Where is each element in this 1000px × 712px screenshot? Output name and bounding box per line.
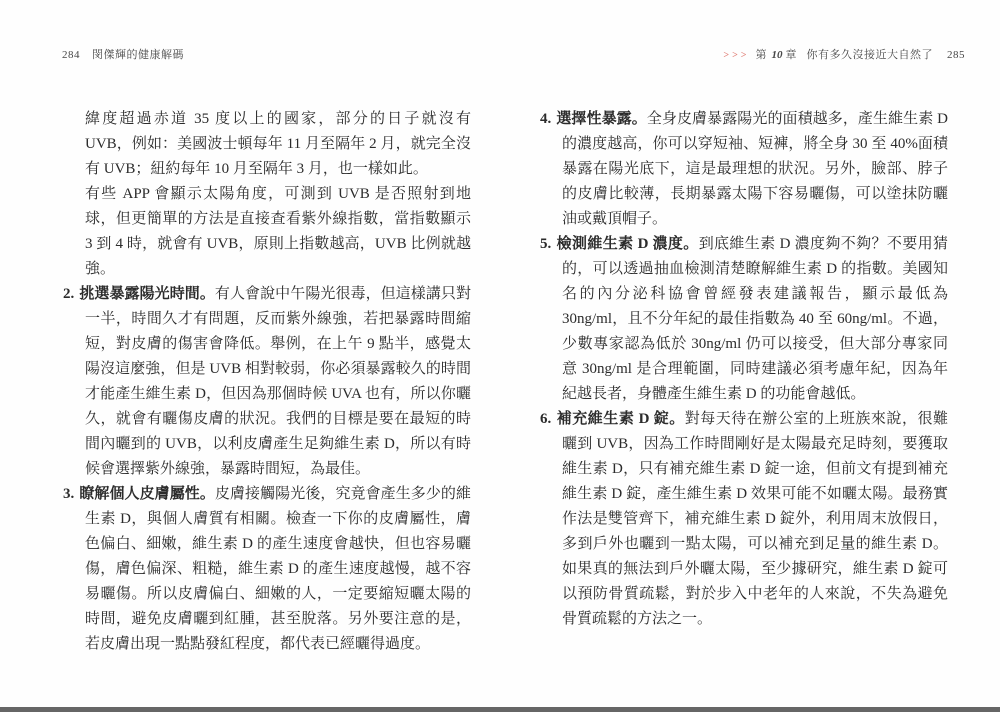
chapter-title: 你有多久沒接近大自然了 <box>806 49 933 61</box>
scan-edge-bar <box>0 707 1000 712</box>
list-item-number: 4. <box>540 111 552 127</box>
right-page-text-column <box>540 107 948 632</box>
right-page-number: 285 <box>947 49 965 61</box>
chapter-prefix: 第 <box>755 49 767 61</box>
chapter-arrows-icon: >>> <box>723 50 750 61</box>
list-item-lead: 補充維生素 D 錠。 <box>556 411 685 427</box>
paragraph-text: 緯度超過赤道 35 度以上的國家，部分的日子就沒有 UVB，例如：美國波士頓每年 11 月至隔年 2 月，就完全沒有 UVB；紐約每年 10 月至隔年 3 月，也一樣如此。 <box>85 111 471 177</box>
paragraph <box>63 107 471 182</box>
list-item-lead: 檢測維生素 D 濃度。 <box>556 236 699 252</box>
list-item <box>540 107 948 232</box>
list-item-number: 6. <box>540 411 552 427</box>
list-item-lead: 選擇性暴露。 <box>556 111 647 127</box>
list-item-lead: 瞭解個人皮膚屬性。 <box>79 486 215 502</box>
left-page-text-column <box>63 107 471 657</box>
list-item-text: 皮膚接觸陽光後，究竟會產生多少的維生素 D，與個人膚質有相關。檢查一下你的皮膚屬性，膚色偏白、細嫩，維生素 D 的產生速度會越快，但也容易曬傷，膚色偏深、粗糙，維生素 D 的產生速度越慢，越不容易曬傷。所以皮膚偏白、細嫩的人，一定要縮短曬太陽的時間，避免皮膚曬到紅腫，甚至脫落。另外要注意的是，若皮膚出現一點點發紅程度，都代表已經曬得過度。 <box>85 486 471 652</box>
list-item-number: 5. <box>540 236 552 252</box>
chapter-number: 10 <box>771 49 783 61</box>
list-item <box>63 282 471 482</box>
chapter-suffix: 章 <box>785 49 797 61</box>
book-title: 閔傑輝的健康解碼 <box>92 49 184 61</box>
right-running-header <box>723 46 965 62</box>
list-item-lead: 挑選暴露陽光時間。 <box>79 286 215 302</box>
left-running-header <box>62 46 184 62</box>
list-item-number: 3. <box>63 486 75 502</box>
list-item-text: 對每天待在辦公室的上班族來說，很難曬到 UVB，因為工作時間剛好是太陽最充足時刻，要獲取維生素 D，只有補充維生素 D 錠一途，但前文有提到補充維生素 D 錠，產生維生素 D 效果可能不如曬太陽。最務實作法是雙管齊下，補充維生素 D 錠外，利用周末放假日，多到戶外也曬到一點太陽，可以補充到足量的維生素 D。如果真的無法到戶外曬太陽，至少據研究，維生素 D 錠可以預防骨質疏鬆，對於步入中老年的人來說，不失為避免骨質疏鬆的方法之一。 <box>562 411 948 627</box>
list-item-text: 到底維生素 D 濃度夠不夠？不要用猜的，可以透過抽血檢測清楚瞭解維生素 D 的指數。美國知名的內分泌科協會曾經發表建議報告，顯示最低為 30ng/ml，且不分年紀的最佳指數為 40 至 60ng/ml。不過，少數專家認為低於 30ng/ml 仍可以接受，但大部分專家同意 30ng/ml 是合理範圍，同時建議必須考慮年紀，因為年紀越長者，身體產生維生素 D 的功能會越低。 <box>562 236 948 402</box>
list-item-text: 全身皮膚暴露陽光的面積越多，產生維生素 D 的濃度越高，你可以穿短袖、短褲，將全身 30 至 40%面積暴露在陽光底下，這是最理想的狀況。另外，臉部、脖子的皮膚比較薄，長期暴露太陽下容易曬傷，可以塗抹防曬油或戴頂帽子。 <box>562 111 948 227</box>
list-item <box>540 407 948 632</box>
paragraph-text: 有些 APP 會顯示太陽角度，可測到 UVB 是否照射到地球，但更簡單的方法是直接查看紫外線指數，當指數顯示 3 到 4 時，就會有 UVB，原則上指數越高，UVB 比例就越強。 <box>85 186 471 277</box>
paragraph <box>63 182 471 282</box>
list-item-text: 有人會說中午陽光很毒，但這樣講只對一半，時間久才有問題，反而紫外線強，若把暴露時間縮短，對皮膚的傷害會降低。舉例，在上午 9 點半，感覺太陽沒這麼強，但是 UVB 相對較弱，你必須暴露較久的時間才能產生維生素 D，但因為那個時候 UVA 也有，所以你曬久，就會有曬傷皮膚的狀況。我們的目標是要在最短的時間內曬到的 UVB，以利皮膚產生足夠維生素 D，所以有時候會選擇紫外線強，暴露時間短，為最佳。 <box>85 286 471 477</box>
list-item <box>63 482 471 657</box>
left-page-number: 284 <box>62 49 80 61</box>
list-item-number: 2. <box>63 286 75 302</box>
list-item <box>540 232 948 407</box>
